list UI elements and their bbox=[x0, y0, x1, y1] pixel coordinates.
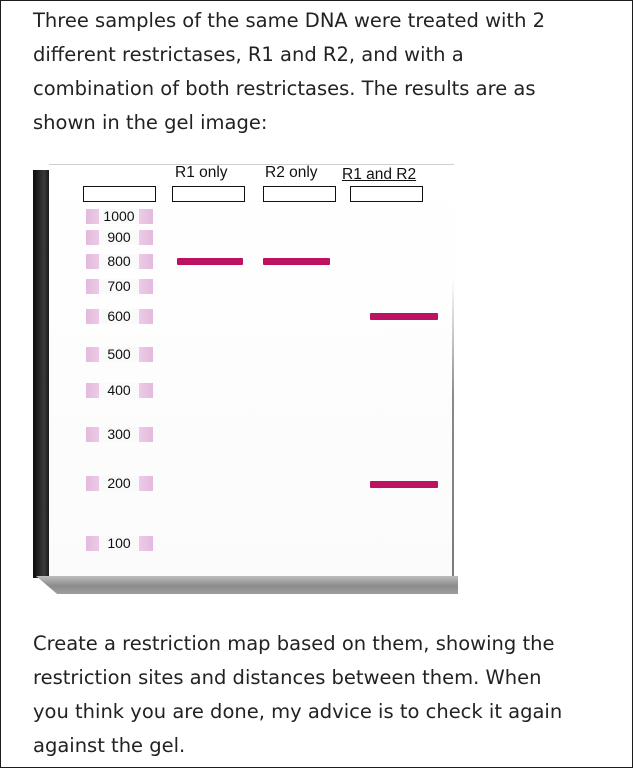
ladder-label-200: 200 bbox=[99, 476, 139, 491]
ladder-label-300: 300 bbox=[99, 427, 139, 442]
intro-line: combination of both restrictases. The results are as bbox=[33, 77, 536, 100]
instructions-line: against the gel. bbox=[33, 734, 186, 757]
instructions-paragraph bbox=[33, 627, 623, 763]
ladder-label-1000: 1000 bbox=[99, 209, 139, 224]
well-r1-only bbox=[172, 186, 245, 202]
intro-line: shown in the gel image: bbox=[33, 111, 268, 134]
ladder-label-400: 400 bbox=[99, 383, 139, 398]
gel-body bbox=[49, 164, 454, 579]
intro-line: Three samples of the same DNA were treated with 2 bbox=[33, 9, 546, 32]
well-r1-and-r2 bbox=[350, 186, 423, 202]
ladder-label-900: 900 bbox=[99, 230, 139, 245]
band-r2-only-800 bbox=[263, 258, 330, 265]
well-r2-only bbox=[263, 186, 336, 202]
gel-right-edge bbox=[452, 278, 454, 578]
ladder-label-500: 500 bbox=[99, 347, 139, 362]
instructions-line: you think you are done, my advice is to check it again bbox=[33, 700, 563, 723]
gel-left-edge bbox=[33, 170, 49, 578]
band-r1-and-r2-600 bbox=[370, 313, 438, 320]
ladder-label-800: 800 bbox=[99, 254, 139, 269]
band-r1-only-800 bbox=[177, 258, 243, 265]
ladder-label-100: 100 bbox=[99, 536, 139, 551]
instructions-line: Create a restriction map based on them, showing the bbox=[33, 632, 555, 655]
lane-label-r1-only: R1 only bbox=[175, 164, 228, 181]
ladder-label-600: 600 bbox=[99, 309, 139, 324]
intro-line: different restrictases, R1 and R2, and with a bbox=[33, 43, 464, 66]
gel-bottom-edge bbox=[36, 576, 458, 594]
band-r1-and-r2-200 bbox=[370, 481, 438, 488]
gel-image bbox=[33, 158, 458, 595]
ladder-well bbox=[83, 186, 156, 202]
ladder-label-700: 700 bbox=[99, 279, 139, 294]
instructions-line: restriction sites and distances between them. When bbox=[33, 666, 542, 689]
lane-label-r1-and-r2: R1 and R2 bbox=[342, 166, 417, 183]
intro-paragraph bbox=[33, 4, 613, 140]
lane-label-r2-only: R2 only bbox=[265, 164, 318, 181]
